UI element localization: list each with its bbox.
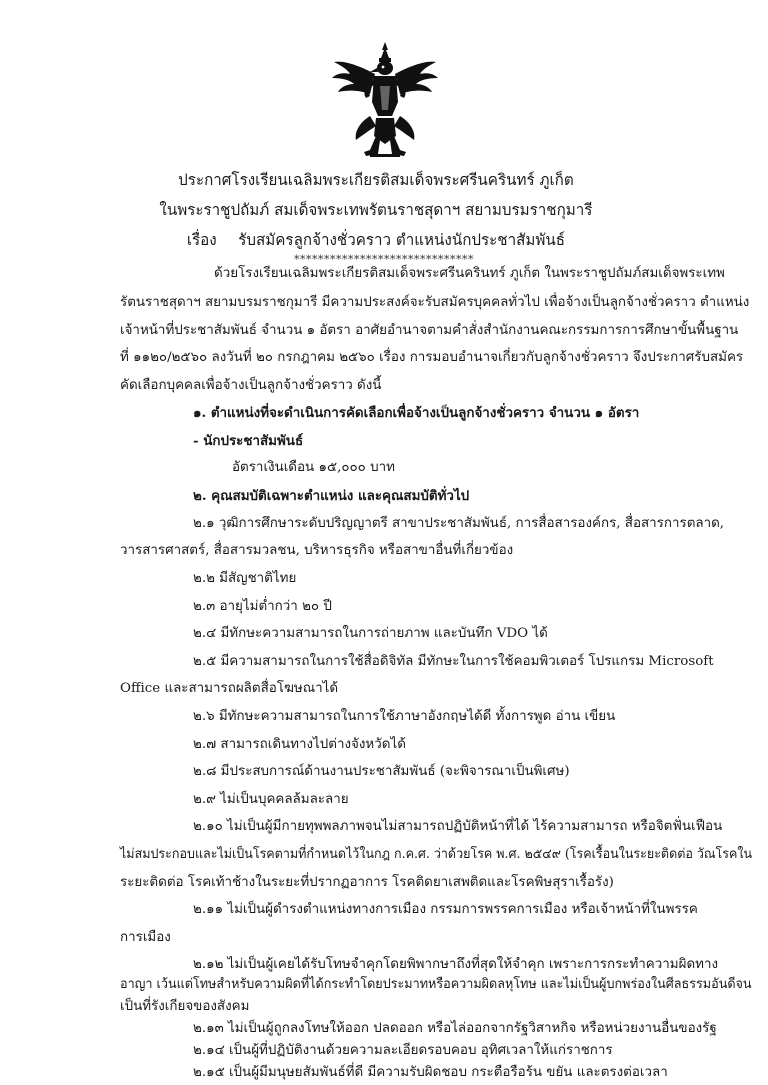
intro-line: ด้วยโรงเรียนเฉลิมพระเกียรติสมเด็จพระศรีนครินทร์ ภูเก็ต ในพระราชูปถัมภ์สมเด็จพระเทพ xyxy=(214,266,725,281)
qualification-line: ๒.๑๕ เป็นผู้มีมนุษยสัมพันธ์ที่ดี มีความรับผิดชอบ กระตือรือร้น ขยัน และตรงต่อเวลา xyxy=(193,1065,668,1080)
qualification-line: อาญา เว้นแต่โทษสำหรับความผิดที่ได้กระทำโดยประมาทหรือความผิดลหุโทษ และไม่เป็นผู้บกพร่องในศีลธรรมอันดีจน xyxy=(120,977,752,992)
qualification-line: ๒.๗ สามารถเดินทางไปต่างจังหวัดได้ xyxy=(193,737,406,752)
qualification-line: ๒.๑๓ ไม่เป็นผู้ถูกลงโทษให้ออก ปลดออก หรือไล่ออกจากรัฐวิสาหกิจ หรือหน่วยงานอื่นของรัฐ xyxy=(193,1021,717,1036)
section1-position: - นักประชาสัมพันธ์ xyxy=(193,433,304,449)
qualification-line: ๒.๑๐ ไม่เป็นผู้มีกายทุพพลภาพจนไม่สามารถปฏิบัติหน้าที่ได้ ไร้ความสามารถ หรือจิตฟั่นเฟือน xyxy=(193,819,723,834)
qualification-line: ๒.๑ วุฒิการศึกษาระดับปริญญาตรี สาขาประชาสัมพันธ์, การสื่อสารองค์กร, สื่อสารการตลาด, xyxy=(193,516,725,531)
star-divider: ****************************** xyxy=(294,253,474,266)
qualification-line: การเมือง xyxy=(120,930,171,945)
qualification-line: ๒.๑๔ เป็นผู้ที่ปฏิบัติงานด้วยความละเอียดรอบคอบ อุทิศเวลาให้แก่ราชการ xyxy=(193,1043,613,1058)
intro-line: รัตนราชสุดาฯ สยามบรมราชกุมารี มีความประสงค์จะรับสมัครบุคคลทั่วไป เพื่อจ้างเป็นลูกจ้างชั่วคราว ตำแหน่ง xyxy=(120,295,750,310)
qualification-line: ๒.๔ มีทักษะความสามารถในการถ่ายภาพ และบันทึก VDO ได้ xyxy=(193,626,548,641)
qualification-line: ๒.๒ มีสัญชาติไทย xyxy=(193,571,297,586)
qualification-line: Office และสามารถผลิตสื่อโฆษณาได้ xyxy=(120,681,339,696)
intro-line: คัดเลือกบุคคลเพื่อจ้างเป็นลูกจ้างชั่วคราว ดังนี้ xyxy=(120,378,382,393)
subject-text: รับสมัครลูกจ้างชั่วคราว ตำแหน่งนักประชาสัมพันธ์ xyxy=(238,231,566,249)
qualification-line: ระยะติดต่อ โรคเท้าช้างในระยะที่ปรากฏอาการ โรคติดยาเสพติดและโรคพิษสุราเรื้อรัง) xyxy=(120,875,614,890)
garuda-emblem-icon xyxy=(330,40,440,158)
intro-line: ที่ ๑๑๒๐/๒๕๖๐ ลงวันที่ ๒๐ กรกฎาคม ๒๕๖๐ เรื่อง การมอบอำนาจเกี่ยวกับลูกจ้างชั่วคราว จึงประกาศรับสมัคร xyxy=(120,350,744,365)
header-subject xyxy=(0,230,752,250)
header-title-line1: ประกาศโรงเรียนเฉลิมพระเกียรติสมเด็จพระศรีนครินทร์ ภูเก็ต xyxy=(178,171,574,189)
qualification-line: วารสารศาสตร์, สื่อสารมวลชน, บริหารธุรกิจ หรือสาขาอื่นที่เกี่ยวข้อง xyxy=(120,543,514,558)
qualification-line: ๒.๘ มีประสบการณ์ด้านงานประชาสัมพันธ์ (จะพิจารณาเป็นพิเศษ) xyxy=(193,764,570,779)
section1-title: ๑. ตำแหน่งที่จะดำเนินการคัดเลือกเพื่อจ้างเป็นลูกจ้างชั่วคราว จำนวน ๑ อัตรา xyxy=(193,405,640,421)
subject-label: เรื่อง xyxy=(186,231,217,249)
qualification-line: ๒.๖ มีทักษะความสามารถในการใช้ภาษาอังกฤษได้ดี ทั้งการพูด อ่าน เขียน xyxy=(193,709,616,724)
section1-salary: อัตราเงินเดือน ๑๕,๐๐๐ บาท xyxy=(232,460,395,475)
section2-title: ๒. คุณสมบัติเฉพาะตำแหน่ง และคุณสมบัติทั่วไป xyxy=(193,488,470,504)
header-title-line2: ในพระราชูปถัมภ์ สมเด็จพระเทพรัตนราชสุดาฯ สยามบรมราชกุมารี xyxy=(159,201,593,219)
qualification-line: ๒.๑๒ ไม่เป็นผู้เคยได้รับโทษจำคุกโดยพิพากษาถึงที่สุดให้จำคุก เพราะการกระทำความผิดทาง xyxy=(193,957,719,972)
qualification-line: ๒.๓ อายุไม่ต่ำกว่า ๒๐ ปี xyxy=(193,599,332,614)
qualification-line: ๒.๑๑ ไม่เป็นผู้ดำรงตำแหน่งทางการเมือง กรรมการพรรคการเมือง หรือเจ้าหน้าที่ในพรรค xyxy=(193,902,698,917)
intro-line: เจ้าหน้าที่ประชาสัมพันธ์ จำนวน ๑ อัตรา อาศัยอำนาจตามคำสั่งสำนักงานคณะกรรมการการศึกษาขั้นพื้นฐาน xyxy=(120,323,739,338)
qualification-line: ๒.๙ ไม่เป็นบุคคลล้มละลาย xyxy=(193,792,349,807)
qualification-line: ๒.๕ มีความสามารถในการใช้สื่อดิจิทัล มีทักษะในการใช้คอมพิวเตอร์ โปรแกรม Microsoft xyxy=(193,654,714,669)
qualification-line: ไม่สมประกอบและไม่เป็นโรคตามที่กำหนดไว้ในกฎ ก.ค.ศ. ว่าด้วยโรค พ.ศ. ๒๕๔๙ (โรคเรื้อนในระยะติดต่อ วัณโรคใน xyxy=(120,847,753,862)
qualification-line: เป็นที่รังเกียจของสังคม xyxy=(120,999,250,1014)
